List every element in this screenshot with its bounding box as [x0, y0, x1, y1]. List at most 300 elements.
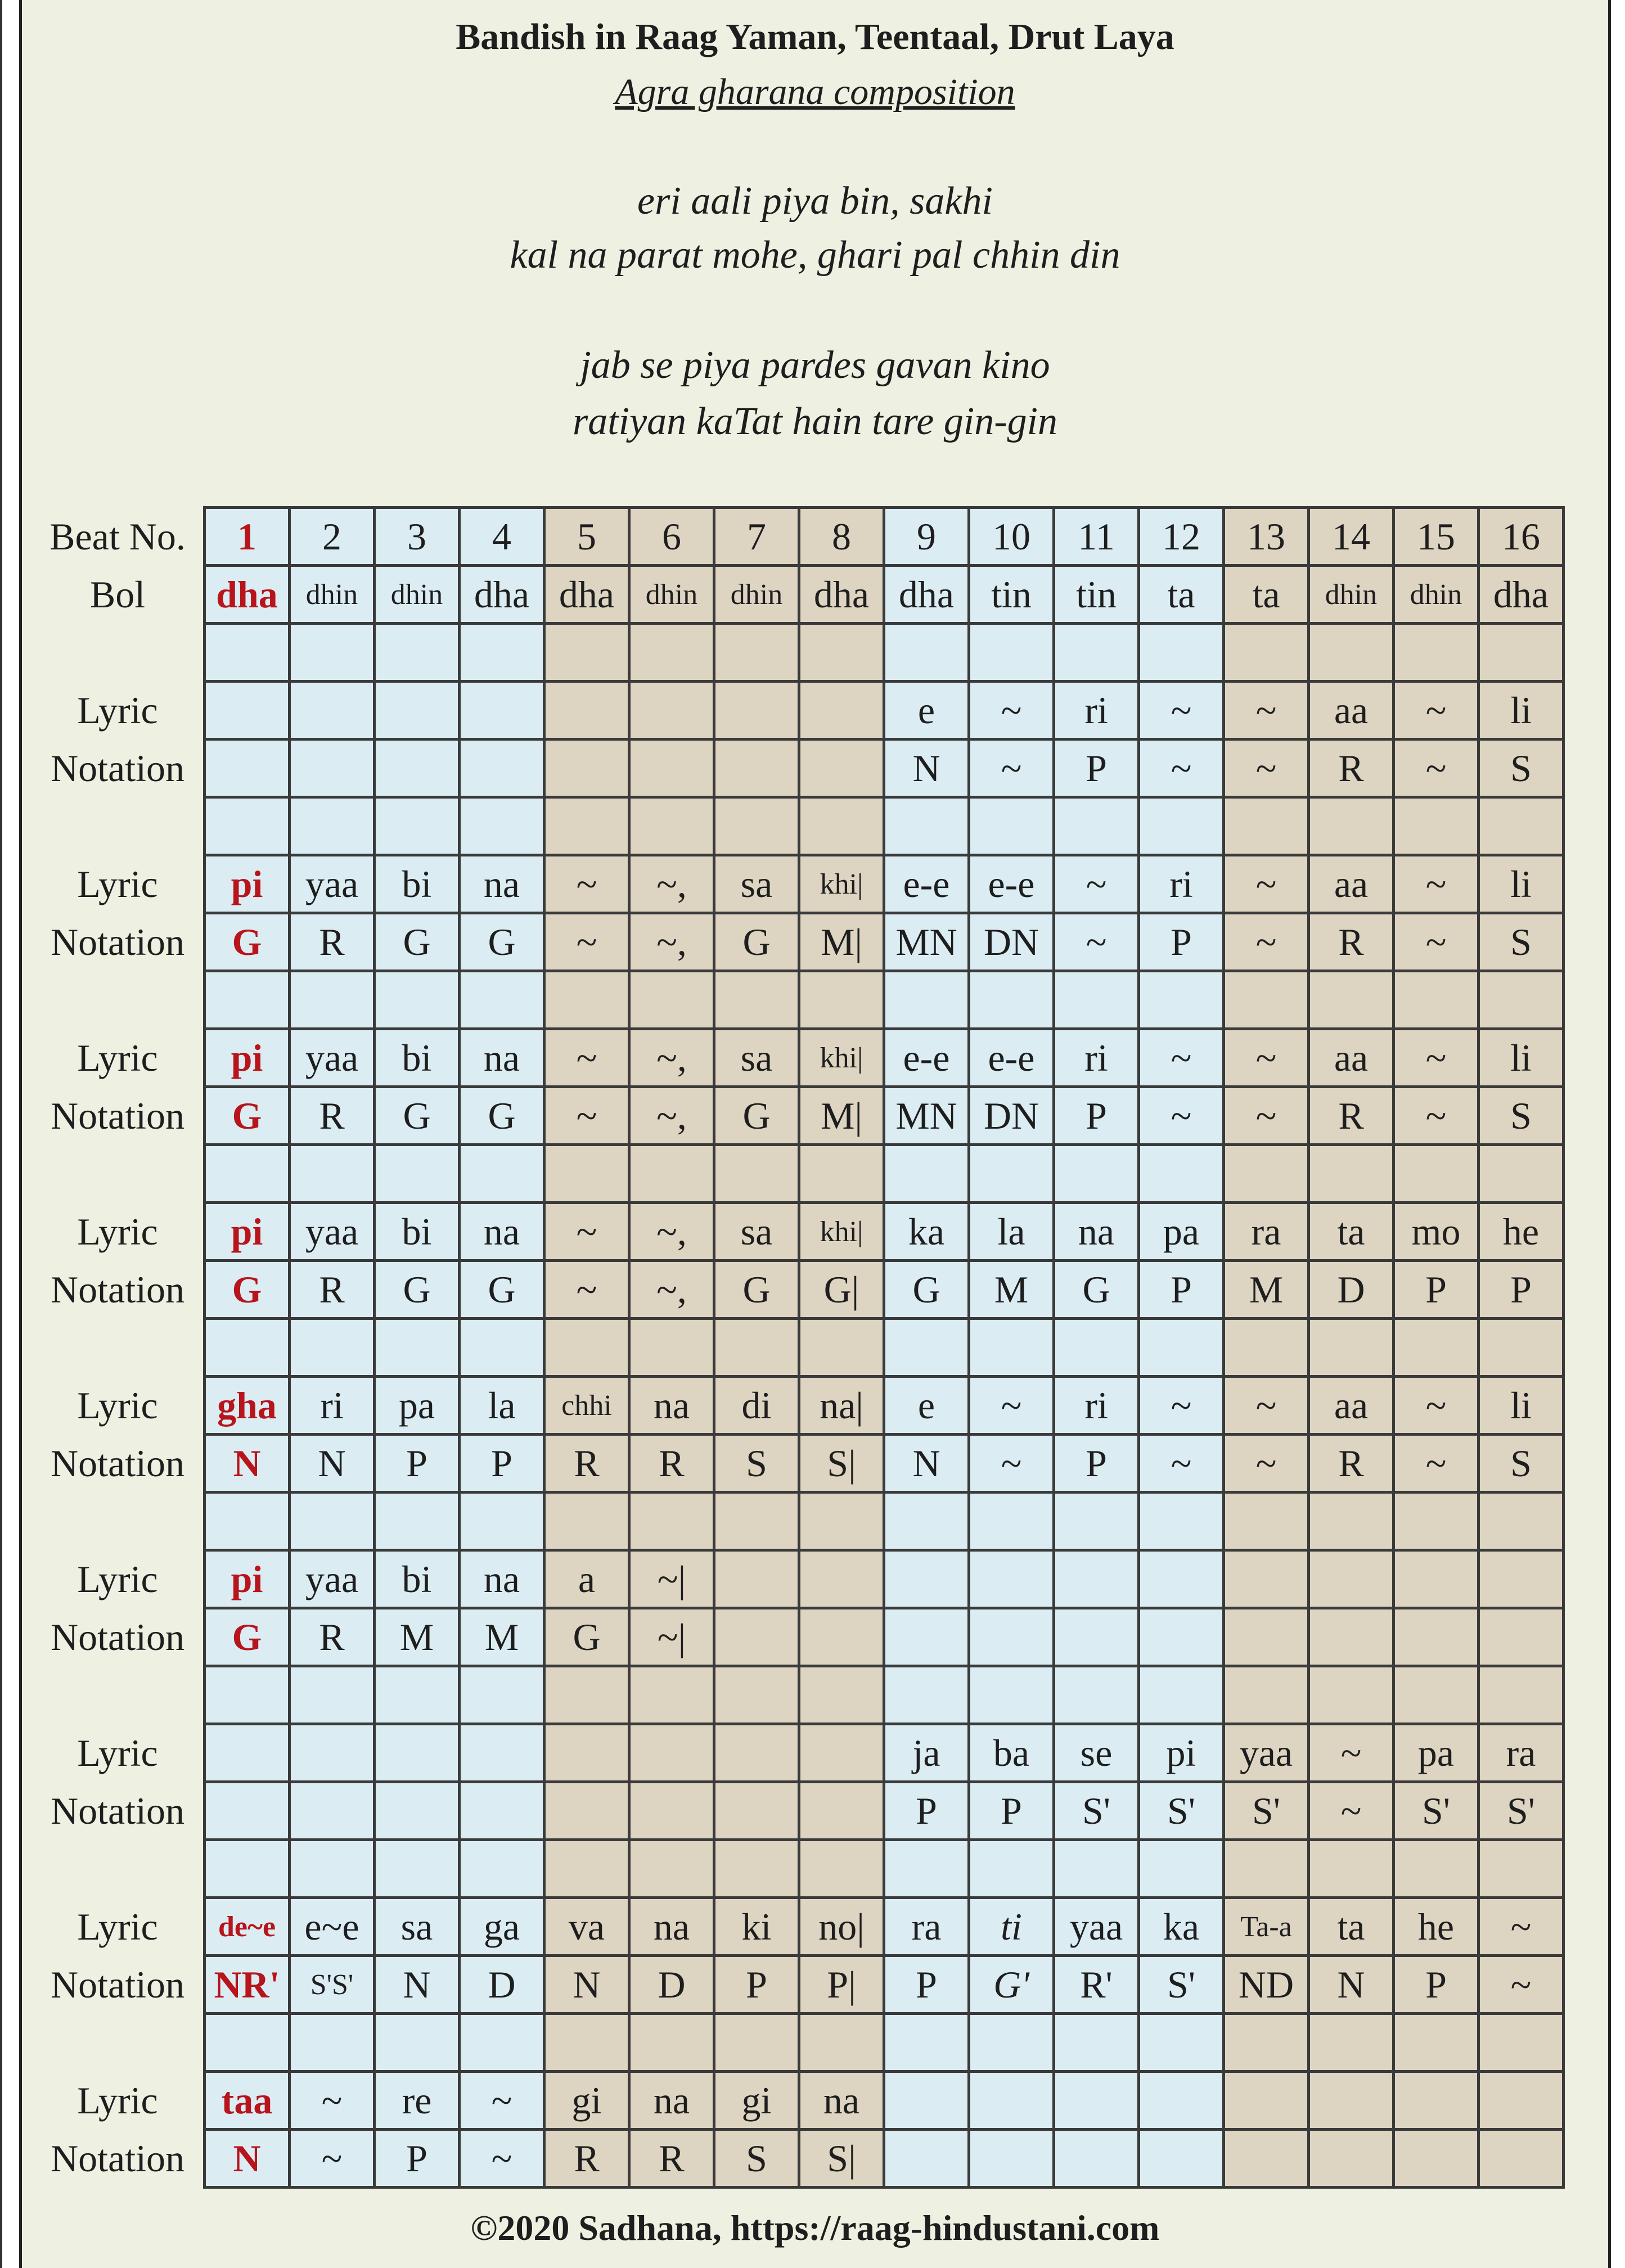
lyric-row — [32, 1550, 1564, 1608]
notation-cell: ~ — [1139, 1435, 1224, 1493]
notation-cell: P — [1054, 1435, 1139, 1493]
spacer-cell — [1479, 2014, 1564, 2072]
notation-cell: N — [205, 1435, 290, 1493]
lyric-cell: aa — [1309, 1377, 1394, 1435]
spacer-cell — [1054, 797, 1139, 855]
lyric-cell: la — [460, 1377, 544, 1435]
lyric-cell: ra — [1479, 1724, 1564, 1782]
spacer-cell — [969, 1493, 1054, 1550]
notation-cell: G| — [799, 1261, 884, 1319]
spacer-cell — [460, 1145, 544, 1203]
spacer-cell — [969, 1319, 1054, 1377]
lyric-cell: ~ — [1479, 1898, 1564, 1956]
bol-cell: ta — [1139, 566, 1224, 624]
lyric-cell — [969, 2072, 1054, 2130]
lyric-cell: ka — [1139, 1898, 1224, 1956]
spacer-cell — [290, 1145, 375, 1203]
lyric-cell — [290, 1724, 375, 1782]
spacer-cell — [1479, 1840, 1564, 1898]
notation-label: Notation — [51, 1615, 184, 1658]
lyric-cell: pa — [1394, 1724, 1479, 1782]
lyric-cell: na| — [799, 1377, 884, 1435]
lyric-cell: sa — [714, 855, 799, 913]
notation-cell: M| — [799, 1087, 884, 1145]
lyric-cell: ja — [884, 1724, 969, 1782]
beat-number-cell: 11 — [1054, 508, 1139, 566]
spacer-cell — [884, 624, 969, 682]
notation-cell — [799, 740, 884, 797]
lyric-cell — [1309, 1550, 1394, 1608]
notation-cell — [1479, 1608, 1564, 1666]
lyric-cell: ~ — [1224, 1029, 1309, 1087]
spacer-cell — [290, 2014, 375, 2072]
lyric-cell: ba — [969, 1724, 1054, 1782]
lyric-cell: ta — [1309, 1203, 1394, 1261]
lyric-cell — [1054, 1550, 1139, 1608]
lyric-cell: ~ — [544, 1029, 629, 1087]
lyric-cell: bi — [375, 1203, 460, 1261]
lyric-cell: ~ — [1394, 1377, 1479, 1435]
spacer-cell — [714, 2014, 799, 2072]
verse-line: kal na parat mohe, ghari pal chhin din — [510, 233, 1120, 277]
spacer-cell — [884, 2014, 969, 2072]
notation-cell: G — [714, 1261, 799, 1319]
lyric-cell: bi — [375, 855, 460, 913]
spacer-cell — [629, 2014, 714, 2072]
spacer-label — [32, 1493, 205, 1550]
lyric-cell: na — [460, 1029, 544, 1087]
notation-row — [32, 740, 1564, 797]
page-title: Bandish in Raag Yaman, Teentaal, Drut Laya — [456, 16, 1174, 57]
spacer-cell — [375, 2014, 460, 2072]
beat-label: Beat No. — [49, 515, 186, 558]
notation-cell: R — [544, 1435, 629, 1493]
notation-cell: R — [290, 1261, 375, 1319]
spacer-cell — [375, 797, 460, 855]
lyric-cell: ki — [714, 1898, 799, 1956]
spacer-cell — [1224, 1493, 1309, 1550]
spacer-cell — [1309, 1319, 1394, 1377]
notation-cell — [1394, 1608, 1479, 1666]
spacer-cell — [884, 1145, 969, 1203]
spacer-cell — [884, 1319, 969, 1377]
notation-cell: M — [1224, 1261, 1309, 1319]
notation-cell: ND — [1224, 1956, 1309, 2014]
spacer-cell — [1139, 971, 1224, 1029]
notation-cell: S — [1479, 913, 1564, 971]
notation-cell: P — [714, 1956, 799, 2014]
notation-cell: P — [460, 1435, 544, 1493]
spacer-cell — [375, 1666, 460, 1724]
notation-cell — [1139, 2130, 1224, 2188]
notation-row — [32, 1435, 1564, 1493]
bol-cell: dha — [799, 566, 884, 624]
notation-cell: ~ — [1224, 1087, 1309, 1145]
spacer-cell — [629, 1319, 714, 1377]
spacer-cell — [629, 1840, 714, 1898]
bol-cell: ta — [1224, 566, 1309, 624]
spacer-cell — [375, 1840, 460, 1898]
notation-cell: ~ — [290, 2130, 375, 2188]
notation-cell: P — [884, 1782, 969, 1840]
lyric-cell — [1139, 1550, 1224, 1608]
spacer-cell — [1479, 797, 1564, 855]
notation-cell — [1054, 1608, 1139, 1666]
spacer-cell — [714, 1493, 799, 1550]
document-page — [19, 0, 1611, 2268]
notation-cell — [1309, 1608, 1394, 1666]
lyric-cell: de~e — [205, 1898, 290, 1956]
notation-cell — [544, 1782, 629, 1840]
notation-cell: R — [290, 913, 375, 971]
lyric-cell: na — [629, 1898, 714, 1956]
notation-cell: G — [460, 1087, 544, 1145]
bol-cell: dhin — [1309, 566, 1394, 624]
lyric-cell: ~, — [629, 1203, 714, 1261]
notation-cell: ~ — [544, 1087, 629, 1145]
notation-row — [32, 1956, 1564, 2014]
spacer-cell — [969, 624, 1054, 682]
lyric-cell: ~ — [1394, 855, 1479, 913]
notation-cell: P — [1479, 1261, 1564, 1319]
notation-cell: DN — [969, 913, 1054, 971]
spacer-cell — [1394, 971, 1479, 1029]
page-edge-left — [0, 0, 2, 2268]
notation-cell: R — [629, 1435, 714, 1493]
lyric-cell — [205, 1724, 290, 1782]
notation-label: Notation — [51, 1789, 184, 1832]
spacer-cell — [629, 1145, 714, 1203]
lyric-cell: ~ — [544, 1203, 629, 1261]
spacer-cell — [544, 1145, 629, 1203]
notation-label: Notation — [51, 1094, 184, 1137]
lyric-cell: na — [460, 1550, 544, 1608]
notation-cell — [714, 1608, 799, 1666]
lyric-cell: na — [460, 1203, 544, 1261]
lyric-cell: ta — [1309, 1898, 1394, 1956]
notation-cell: ~ — [969, 1435, 1054, 1493]
spacer-cell — [1394, 1666, 1479, 1724]
notation-cell: S'S' — [290, 1956, 375, 2014]
spacer-cell — [969, 1666, 1054, 1724]
spacer-cell — [375, 1145, 460, 1203]
notation-cell — [1139, 1608, 1224, 1666]
spacer-cell — [969, 1145, 1054, 1203]
notation-cell: ~ — [1394, 1435, 1479, 1493]
notation-cell: ~ — [544, 913, 629, 971]
notation-cell: P — [375, 1435, 460, 1493]
notation-cell: G — [205, 1608, 290, 1666]
notation-cell — [799, 1608, 884, 1666]
spacer-cell — [714, 1145, 799, 1203]
lyric-cell: ri — [1054, 1377, 1139, 1435]
notation-cell: N — [884, 740, 969, 797]
spacer-cell — [1479, 624, 1564, 682]
spacer-cell — [1224, 971, 1309, 1029]
spacer-cell — [544, 1319, 629, 1377]
lyric-cell — [460, 682, 544, 740]
notation-cell: ~ — [544, 1261, 629, 1319]
lyric-cell: yaa — [290, 855, 375, 913]
spacer-label — [32, 2014, 205, 2072]
spacer-cell — [205, 1145, 290, 1203]
lyric-cell: la — [969, 1203, 1054, 1261]
spacer-cell — [629, 1666, 714, 1724]
spacer-cell — [714, 797, 799, 855]
bol-cell: dhin — [629, 566, 714, 624]
lyric-cell — [714, 1724, 799, 1782]
lyric-cell: he — [1479, 1203, 1564, 1261]
notation-cell: P — [1139, 1261, 1224, 1319]
lyric-cell: na — [460, 855, 544, 913]
lyric-cell: mo — [1394, 1203, 1479, 1261]
spacer-cell — [544, 797, 629, 855]
spacer-cell — [1309, 624, 1394, 682]
notation-cell: D — [1309, 1261, 1394, 1319]
notation-cell: S — [1479, 1435, 1564, 1493]
notation-cell: P — [1139, 913, 1224, 971]
notation-cell: S' — [1139, 1782, 1224, 1840]
notation-cell — [375, 1782, 460, 1840]
spacer-row — [32, 1145, 1564, 1203]
lyric-cell: e — [884, 1377, 969, 1435]
spacer-label — [32, 1145, 205, 1203]
lyric-label: Lyric — [77, 1557, 158, 1600]
lyric-cell — [544, 1724, 629, 1782]
notation-cell — [1224, 1608, 1309, 1666]
lyric-cell — [714, 682, 799, 740]
spacer-cell — [460, 624, 544, 682]
bol-cell: dhin — [375, 566, 460, 624]
beat-number-row — [32, 508, 1564, 566]
notation-cell: ~, — [629, 1261, 714, 1319]
notation-cell: G — [544, 1608, 629, 1666]
notation-table — [32, 506, 1565, 2189]
lyric-label: Lyric — [77, 2078, 158, 2122]
notation-cell: S' — [1224, 1782, 1309, 1840]
lyric-cell: ~| — [629, 1550, 714, 1608]
notation-cell: ~ — [1224, 913, 1309, 971]
spacer-cell — [1309, 1145, 1394, 1203]
lyric-cell: pi — [205, 1029, 290, 1087]
spacer-cell — [1394, 797, 1479, 855]
notation-cell: G — [714, 1087, 799, 1145]
bol-cell: dha — [460, 566, 544, 624]
lyric-cell — [884, 1550, 969, 1608]
lyric-cell: va — [544, 1898, 629, 1956]
lyric-cell — [629, 1724, 714, 1782]
notation-cell: S — [714, 1435, 799, 1493]
spacer-cell — [1479, 1145, 1564, 1203]
lyric-cell: se — [1054, 1724, 1139, 1782]
lyric-label: Lyric — [77, 1731, 158, 1774]
lyric-cell: e — [884, 682, 969, 740]
notation-cell: R — [290, 1608, 375, 1666]
notation-cell: S| — [799, 1435, 884, 1493]
notation-cell: ~| — [629, 1608, 714, 1666]
notation-cell: R — [544, 2130, 629, 2188]
spacer-cell — [460, 2014, 544, 2072]
lyric-cell: pi — [1139, 1724, 1224, 1782]
notation-cell: ~ — [1139, 1087, 1224, 1145]
notation-cell: ~ — [1394, 913, 1479, 971]
notation-cell — [1309, 2130, 1394, 2188]
lyric-row — [32, 1377, 1564, 1435]
lyric-cell: pi — [205, 855, 290, 913]
spacer-row — [32, 2014, 1564, 2072]
spacer-cell — [1054, 1145, 1139, 1203]
lyric-cell: pa — [375, 1377, 460, 1435]
spacer-cell — [375, 1493, 460, 1550]
spacer-cell — [460, 1666, 544, 1724]
spacer-cell — [714, 971, 799, 1029]
notation-cell — [205, 1782, 290, 1840]
notation-cell: D — [629, 1956, 714, 2014]
lyric-cell: na — [629, 2072, 714, 2130]
lyric-cell: bi — [375, 1550, 460, 1608]
lyric-cell: ga — [460, 1898, 544, 1956]
spacer-cell — [799, 2014, 884, 2072]
spacer-cell — [375, 971, 460, 1029]
notation-cell: DN — [969, 1087, 1054, 1145]
lyric-label: Lyric — [77, 1036, 158, 1079]
notation-cell: G — [460, 1261, 544, 1319]
beat-number-cell: 16 — [1479, 508, 1564, 566]
beat-number-cell: 9 — [884, 508, 969, 566]
beat-number-cell: 12 — [1139, 508, 1224, 566]
notation-row — [32, 1261, 1564, 1319]
spacer-cell — [714, 1319, 799, 1377]
lyric-cell: ~ — [969, 682, 1054, 740]
notation-cell: N — [884, 1435, 969, 1493]
spacer-cell — [544, 1666, 629, 1724]
spacer-cell — [290, 1493, 375, 1550]
notation-cell — [884, 1608, 969, 1666]
spacer-cell — [1139, 1666, 1224, 1724]
lyric-cell: a — [544, 1550, 629, 1608]
lyric-cell: li — [1479, 1377, 1564, 1435]
spacer-cell — [460, 971, 544, 1029]
spacer-cell — [205, 1493, 290, 1550]
beat-number-cell: 7 — [714, 508, 799, 566]
spacer-row — [32, 624, 1564, 682]
notation-cell: N — [1309, 1956, 1394, 2014]
notation-cell — [375, 740, 460, 797]
bol-label: Bol — [89, 572, 146, 616]
notation-cell: S — [1479, 740, 1564, 797]
notation-cell: P — [884, 1956, 969, 2014]
bol-cell: tin — [969, 566, 1054, 624]
lyric-cell — [290, 682, 375, 740]
lyric-cell — [1394, 1550, 1479, 1608]
notation-cell: S' — [1394, 1782, 1479, 1840]
spacer-cell — [1224, 1319, 1309, 1377]
notation-cell: R — [290, 1087, 375, 1145]
lyric-cell — [375, 1724, 460, 1782]
spacer-cell — [460, 1319, 544, 1377]
notation-label: Notation — [51, 746, 184, 790]
lyric-cell: ka — [884, 1203, 969, 1261]
bol-cell: dhin — [714, 566, 799, 624]
verse-line: jab se piya pardes gavan kino — [580, 344, 1050, 387]
spacer-cell — [1394, 2014, 1479, 2072]
notation-cell — [1394, 2130, 1479, 2188]
spacer-cell — [799, 1840, 884, 1898]
notation-cell — [460, 740, 544, 797]
lyric-cell: ~, — [629, 855, 714, 913]
lyric-cell: li — [1479, 1029, 1564, 1087]
notation-cell: MN — [884, 1087, 969, 1145]
spacer-cell — [1309, 2014, 1394, 2072]
lyric-cell: ra — [884, 1898, 969, 1956]
notation-cell — [1479, 2130, 1564, 2188]
lyric-cell — [884, 2072, 969, 2130]
lyric-cell: gi — [714, 2072, 799, 2130]
spacer-label — [32, 797, 205, 855]
lyric-cell — [629, 682, 714, 740]
notation-cell: ~ — [1224, 1435, 1309, 1493]
lyric-label: Lyric — [77, 862, 158, 905]
lyric-cell: gha — [205, 1377, 290, 1435]
notation-cell — [460, 1782, 544, 1840]
lyric-cell — [1224, 1550, 1309, 1608]
spacer-row — [32, 1840, 1564, 1898]
lyric-cell: ra — [1224, 1203, 1309, 1261]
notation-cell: N — [544, 1956, 629, 2014]
copyright-footer: ©2020 Sadhana, https://raag-hindustani.com — [470, 2208, 1160, 2248]
lyric-cell: khi| — [799, 1203, 884, 1261]
lyric-cell: pa — [1139, 1203, 1224, 1261]
spacer-cell — [1224, 1145, 1309, 1203]
lyric-label: Lyric — [77, 1383, 158, 1427]
lyric-cell: ~ — [1394, 682, 1479, 740]
notation-cell: P — [1394, 1956, 1479, 2014]
spacer-cell — [629, 624, 714, 682]
notation-label: Notation — [51, 1441, 184, 1485]
lyric-cell: khi| — [799, 1029, 884, 1087]
lyric-cell — [1394, 2072, 1479, 2130]
notation-cell: NR' — [205, 1956, 290, 2014]
notation-cell: N — [205, 2130, 290, 2188]
bol-cell: dha — [544, 566, 629, 624]
notation-cell — [290, 1782, 375, 1840]
notation-cell — [1054, 2130, 1139, 2188]
notation-label: Notation — [51, 1963, 184, 2006]
lyric-cell — [544, 682, 629, 740]
lyric-cell: ~ — [290, 2072, 375, 2130]
beat-number-cell: 3 — [375, 508, 460, 566]
lyric-cell — [1479, 1550, 1564, 1608]
notation-cell: P — [1054, 1087, 1139, 1145]
spacer-cell — [1309, 797, 1394, 855]
notation-cell: G — [205, 1087, 290, 1145]
spacer-cell — [969, 1840, 1054, 1898]
beat-number-cell: 10 — [969, 508, 1054, 566]
spacer-cell — [799, 797, 884, 855]
notation-cell: R — [1309, 740, 1394, 797]
notation-cell: S — [1479, 1087, 1564, 1145]
lyric-cell: Ta-a — [1224, 1898, 1309, 1956]
spacer-cell — [1394, 1145, 1479, 1203]
spacer-cell — [1479, 971, 1564, 1029]
lyric-label: Lyric — [77, 688, 158, 732]
spacer-cell — [1224, 1666, 1309, 1724]
lyric-row — [32, 1203, 1564, 1261]
spacer-cell — [1054, 2014, 1139, 2072]
notation-row — [32, 1087, 1564, 1145]
notation-cell: N — [375, 1956, 460, 2014]
spacer-label — [32, 971, 205, 1029]
